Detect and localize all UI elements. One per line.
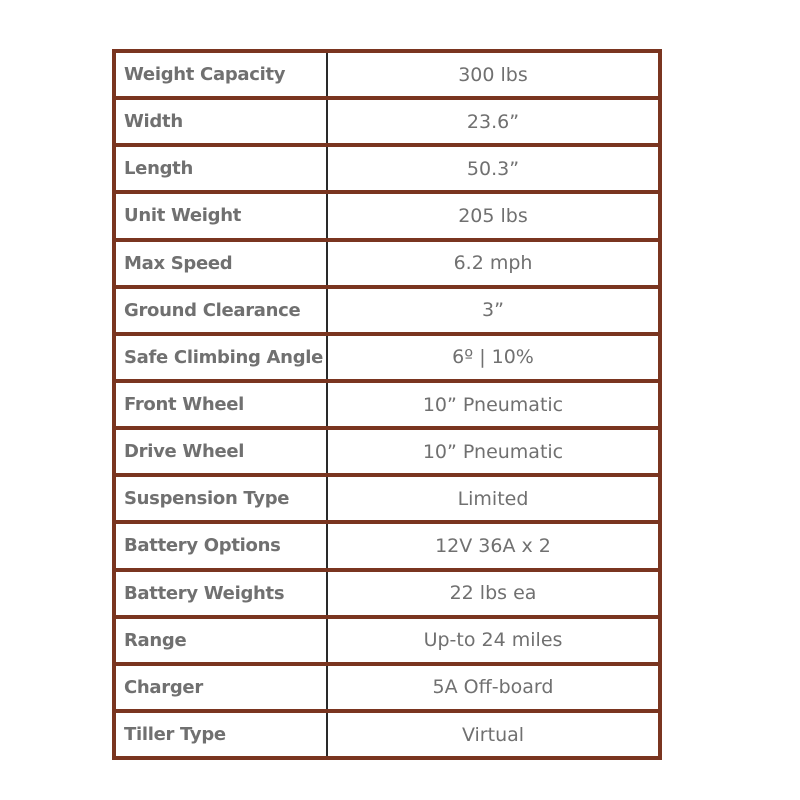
- spec-row-suspension-type: [116, 477, 658, 524]
- spec-label: Tiller Type: [116, 713, 328, 756]
- spec-value: 22 lbs ea: [449, 582, 537, 605]
- spec-label: Ground Clearance: [116, 289, 328, 332]
- spec-value: 300 lbs: [458, 63, 528, 86]
- spec-value: Up-to 24 miles: [423, 629, 563, 652]
- spec-label: Unit Weight: [116, 194, 328, 237]
- spec-row-max-speed: [116, 242, 658, 289]
- spec-label: Charger: [116, 666, 328, 709]
- spec-value: 205 lbs: [458, 204, 528, 227]
- spec-row-tiller-type: [116, 713, 658, 756]
- spec-value: Limited: [457, 487, 529, 510]
- spec-label: Safe Climbing Angle: [116, 336, 328, 379]
- spec-row-charger: [116, 666, 658, 713]
- spec-row-ground-clearance: [116, 289, 658, 336]
- spec-row-unit-weight: [116, 194, 658, 241]
- spec-value: 6.2 mph: [453, 252, 533, 275]
- spec-row-drive-wheel: [116, 430, 658, 477]
- spec-label: Battery Options: [116, 524, 328, 567]
- spec-label: Weight Capacity: [116, 53, 328, 96]
- spec-value: 50.3”: [466, 157, 520, 180]
- spec-row-weight-capacity: [116, 53, 658, 100]
- spec-value: 10” Pneumatic: [422, 393, 564, 416]
- spec-label: Max Speed: [116, 242, 328, 285]
- spec-label: Length: [116, 147, 328, 190]
- spec-label: Battery Weights: [116, 572, 328, 615]
- spec-row-battery-options: [116, 524, 658, 571]
- spec-row-width: [116, 100, 658, 147]
- spec-value: 3”: [482, 299, 504, 322]
- spec-label: Width: [116, 100, 328, 143]
- spec-value: 6º | 10%: [452, 346, 534, 369]
- spec-table: [112, 49, 662, 760]
- spec-row-range: [116, 619, 658, 666]
- spec-value: 5A Off-board: [432, 676, 554, 699]
- spec-value: Virtual: [461, 723, 525, 746]
- spec-row-length: [116, 147, 658, 194]
- spec-label: Suspension Type: [116, 477, 328, 520]
- spec-label: Front Wheel: [116, 383, 328, 426]
- spec-label: Drive Wheel: [116, 430, 328, 473]
- spec-row-front-wheel: [116, 383, 658, 430]
- spec-value: 23.6”: [466, 110, 520, 133]
- spec-value: 12V 36A x 2: [435, 534, 551, 557]
- spec-row-safe-climbing-angle: [116, 336, 658, 383]
- spec-row-battery-weights: [116, 572, 658, 619]
- spec-label: Range: [116, 619, 328, 662]
- spec-value: 10” Pneumatic: [422, 440, 564, 463]
